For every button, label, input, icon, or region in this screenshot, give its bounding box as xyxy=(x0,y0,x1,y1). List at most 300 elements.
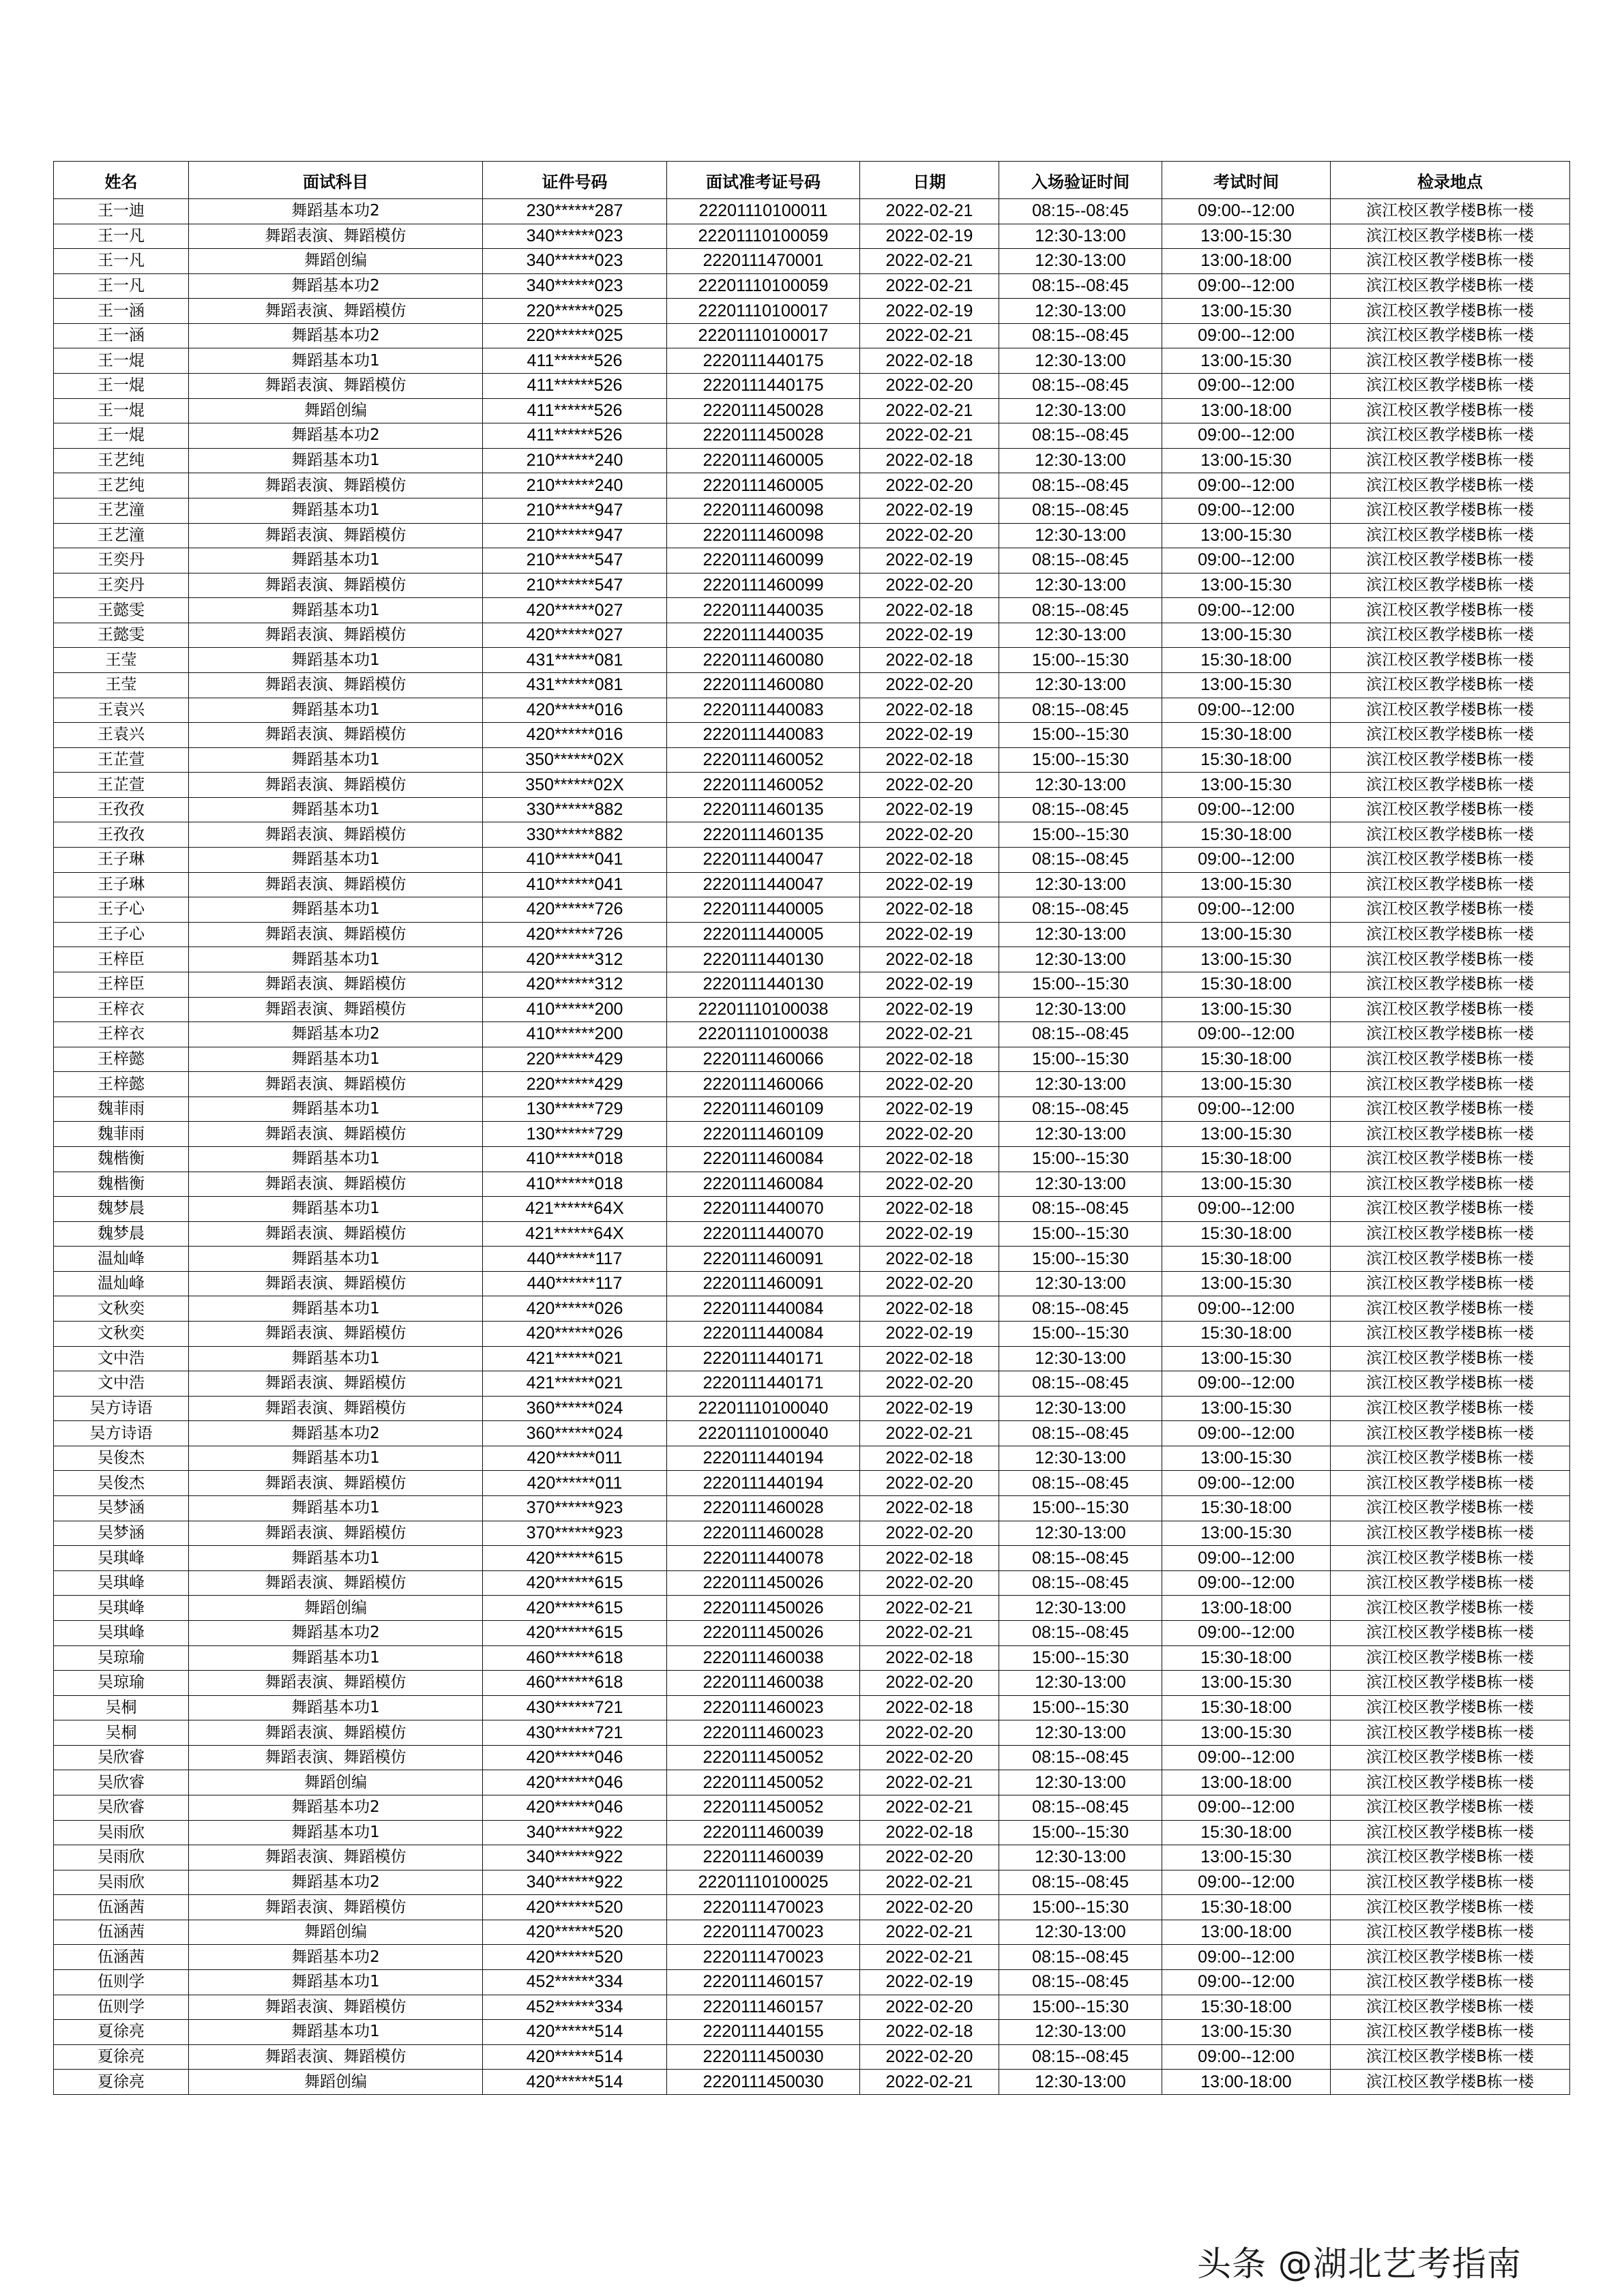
cell-location: 滨江校区教学楼B栋一楼 xyxy=(1331,1795,1570,1821)
cell-date: 2022-02-21 xyxy=(860,1945,999,1970)
cell-id-number: 210******947 xyxy=(483,498,667,523)
cell-date: 2022-02-18 xyxy=(860,348,999,374)
table-row xyxy=(54,423,1570,449)
cell-exam-time: 15:30-18:00 xyxy=(1162,1895,1331,1920)
cell-exam-time: 13:00-15:30 xyxy=(1162,623,1331,648)
cell-date: 2022-02-19 xyxy=(860,1396,999,1421)
table-row xyxy=(54,1221,1570,1247)
cell-subject: 舞蹈表演、舞蹈模仿 xyxy=(189,1521,483,1546)
cell-location: 滨江校区教学楼B栋一楼 xyxy=(1331,1845,1570,1870)
cell-subject: 舞蹈表演、舞蹈模仿 xyxy=(189,1072,483,1097)
cell-checkin-time: 12:30-13:00 xyxy=(999,1172,1162,1197)
cell-checkin-time: 08:15--08:45 xyxy=(999,473,1162,498)
cell-exam-time: 13:00-15:30 xyxy=(1162,1671,1331,1696)
cell-id-number: 220******429 xyxy=(483,1047,667,1072)
cell-date: 2022-02-19 xyxy=(860,299,999,324)
cell-subject: 舞蹈基本功1 xyxy=(189,498,483,523)
cell-location: 滨江校区教学楼B栋一楼 xyxy=(1331,822,1570,848)
cell-ticket-number: 22201110100059 xyxy=(667,224,860,249)
table-row xyxy=(54,1620,1570,1645)
cell-name: 王芷萱 xyxy=(54,773,189,798)
cell-ticket-number: 2220111450052 xyxy=(667,1795,860,1821)
cell-checkin-time: 12:30-13:00 xyxy=(999,523,1162,548)
cell-exam-time: 09:00--12:00 xyxy=(1162,1471,1331,1496)
cell-location: 滨江校区教学楼B栋一楼 xyxy=(1331,1371,1570,1397)
cell-date: 2022-02-20 xyxy=(860,374,999,399)
cell-id-number: 360******024 xyxy=(483,1396,667,1421)
cell-exam-time: 15:30-18:00 xyxy=(1162,1221,1331,1247)
cell-checkin-time: 08:15--08:45 xyxy=(999,548,1162,573)
cell-ticket-number: 2220111460080 xyxy=(667,672,860,698)
cell-location: 滨江校区教学楼B栋一楼 xyxy=(1331,2070,1570,2095)
cell-ticket-number: 2220111440005 xyxy=(667,897,860,923)
cell-subject: 舞蹈表演、舞蹈模仿 xyxy=(189,623,483,648)
cell-checkin-time: 12:30-13:00 xyxy=(999,348,1162,374)
cell-subject: 舞蹈基本功1 xyxy=(189,1496,483,1521)
cell-id-number: 420******615 xyxy=(483,1620,667,1645)
table-row xyxy=(54,797,1570,822)
cell-exam-time: 13:00-18:00 xyxy=(1162,2070,1331,2095)
cell-name: 王袁兴 xyxy=(54,698,189,723)
cell-ticket-number: 22201110100017 xyxy=(667,299,860,324)
cell-id-number: 410******041 xyxy=(483,848,667,873)
cell-name: 王一迪 xyxy=(54,199,189,224)
cell-subject: 舞蹈表演、舞蹈模仿 xyxy=(189,1745,483,1770)
table-row xyxy=(54,872,1570,897)
cell-name: 文秋奕 xyxy=(54,1296,189,1322)
cell-date: 2022-02-21 xyxy=(860,1795,999,1821)
header-subject: 面试科目 xyxy=(189,162,483,199)
cell-ticket-number: 22201110100011 xyxy=(667,199,860,224)
table-row xyxy=(54,1271,1570,1296)
cell-exam-time: 13:00-15:30 xyxy=(1162,947,1331,972)
cell-location: 滨江校区教学楼B栋一楼 xyxy=(1331,1570,1570,1596)
cell-id-number: 220******025 xyxy=(483,323,667,348)
table-row xyxy=(54,1820,1570,1845)
table-row xyxy=(54,1845,1570,1870)
cell-checkin-time: 08:15--08:45 xyxy=(999,797,1162,822)
cell-id-number: 220******429 xyxy=(483,1072,667,1097)
table-row xyxy=(54,1197,1570,1222)
cell-exam-time: 09:00--12:00 xyxy=(1162,1970,1331,1995)
table-row xyxy=(54,1870,1570,1895)
table-row xyxy=(54,1097,1570,1122)
cell-name: 吴琪峰 xyxy=(54,1620,189,1645)
cell-name: 伍则学 xyxy=(54,1995,189,2020)
cell-checkin-time: 12:30-13:00 xyxy=(999,773,1162,798)
cell-location: 滨江校区教学楼B栋一楼 xyxy=(1331,672,1570,698)
cell-exam-time: 09:00--12:00 xyxy=(1162,498,1331,523)
cell-subject: 舞蹈表演、舞蹈模仿 xyxy=(189,1371,483,1397)
header-row xyxy=(54,162,1570,199)
cell-ticket-number: 2220111440194 xyxy=(667,1446,860,1471)
cell-id-number: 420******520 xyxy=(483,1920,667,1945)
cell-ticket-number: 2220111440155 xyxy=(667,2020,860,2045)
cell-name: 王芷萱 xyxy=(54,747,189,773)
cell-subject: 舞蹈基本功1 xyxy=(189,848,483,873)
cell-location: 滨江校区教学楼B栋一楼 xyxy=(1331,1146,1570,1172)
cell-exam-time: 13:00-15:30 xyxy=(1162,872,1331,897)
cell-subject: 舞蹈基本功1 xyxy=(189,1695,483,1720)
cell-exam-time: 13:00-18:00 xyxy=(1162,1596,1331,1621)
cell-location: 滨江校区教学楼B栋一楼 xyxy=(1331,299,1570,324)
table-row xyxy=(54,1795,1570,1821)
cell-date: 2022-02-20 xyxy=(860,822,999,848)
cell-exam-time: 15:30-18:00 xyxy=(1162,822,1331,848)
cell-location: 滨江校区教学楼B栋一楼 xyxy=(1331,323,1570,348)
table-row xyxy=(54,249,1570,274)
cell-exam-time: 13:00-15:30 xyxy=(1162,224,1331,249)
cell-date: 2022-02-20 xyxy=(860,2044,999,2070)
table-row xyxy=(54,773,1570,798)
cell-date: 2022-02-18 xyxy=(860,448,999,473)
cell-ticket-number: 2220111450030 xyxy=(667,2044,860,2070)
cell-id-number: 440******117 xyxy=(483,1247,667,1272)
cell-ticket-number: 22201110100025 xyxy=(667,1870,860,1895)
cell-exam-time: 13:00-18:00 xyxy=(1162,249,1331,274)
cell-date: 2022-02-19 xyxy=(860,224,999,249)
cell-subject: 舞蹈基本功2 xyxy=(189,423,483,449)
cell-name: 王一凡 xyxy=(54,249,189,274)
cell-exam-time: 09:00--12:00 xyxy=(1162,1022,1331,1047)
table-row xyxy=(54,598,1570,623)
cell-subject: 舞蹈基本功2 xyxy=(189,1620,483,1645)
table-row xyxy=(54,648,1570,673)
cell-ticket-number: 2220111440078 xyxy=(667,1546,860,1571)
cell-checkin-time: 15:00--15:30 xyxy=(999,1695,1162,1720)
cell-name: 王梓衣 xyxy=(54,1022,189,1047)
cell-checkin-time: 08:15--08:45 xyxy=(999,1421,1162,1446)
cell-name: 王懿雯 xyxy=(54,598,189,623)
cell-subject: 舞蹈表演、舞蹈模仿 xyxy=(189,1172,483,1197)
cell-id-number: 420******011 xyxy=(483,1446,667,1471)
cell-name: 王莹 xyxy=(54,672,189,698)
cell-date: 2022-02-19 xyxy=(860,723,999,748)
cell-subject: 舞蹈基本功1 xyxy=(189,947,483,972)
cell-name: 吴桐 xyxy=(54,1695,189,1720)
cell-date: 2022-02-20 xyxy=(860,1671,999,1696)
table-row xyxy=(54,323,1570,348)
cell-checkin-time: 12:30-13:00 xyxy=(999,299,1162,324)
cell-subject: 舞蹈表演、舞蹈模仿 xyxy=(189,1271,483,1296)
cell-exam-time: 13:00-15:30 xyxy=(1162,299,1331,324)
cell-subject: 舞蹈表演、舞蹈模仿 xyxy=(189,573,483,598)
cell-date: 2022-02-18 xyxy=(860,1446,999,1471)
cell-location: 滨江校区教学楼B栋一楼 xyxy=(1331,1671,1570,1696)
table-row xyxy=(54,1995,1570,2020)
cell-name: 王懿雯 xyxy=(54,623,189,648)
cell-name: 魏梦晨 xyxy=(54,1197,189,1222)
cell-subject: 舞蹈基本功1 xyxy=(189,598,483,623)
cell-exam-time: 09:00--12:00 xyxy=(1162,1421,1331,1446)
cell-location: 滨江校区教学楼B栋一楼 xyxy=(1331,997,1570,1022)
cell-location: 滨江校区教学楼B栋一楼 xyxy=(1331,922,1570,947)
cell-subject: 舞蹈表演、舞蹈模仿 xyxy=(189,1570,483,1596)
cell-ticket-number: 2220111440047 xyxy=(667,872,860,897)
table-row xyxy=(54,1970,1570,1995)
cell-subject: 舞蹈基本功1 xyxy=(189,1296,483,1322)
cell-checkin-time: 08:15--08:45 xyxy=(999,1745,1162,1770)
cell-checkin-time: 15:00--15:30 xyxy=(999,1146,1162,1172)
cell-subject: 舞蹈表演、舞蹈模仿 xyxy=(189,1895,483,1920)
cell-name: 夏徐亮 xyxy=(54,2070,189,2095)
cell-ticket-number: 2220111460028 xyxy=(667,1521,860,1546)
cell-name: 王孜孜 xyxy=(54,797,189,822)
cell-date: 2022-02-21 xyxy=(860,1770,999,1795)
cell-exam-time: 13:00-15:30 xyxy=(1162,1521,1331,1546)
cell-checkin-time: 08:15--08:45 xyxy=(999,1022,1162,1047)
table-row xyxy=(54,1770,1570,1795)
cell-ticket-number: 2220111460005 xyxy=(667,473,860,498)
cell-id-number: 340******922 xyxy=(483,1820,667,1845)
cell-location: 滨江校区教学楼B栋一楼 xyxy=(1331,1895,1570,1920)
cell-location: 滨江校区教学楼B栋一楼 xyxy=(1331,573,1570,598)
cell-date: 2022-02-21 xyxy=(860,1421,999,1446)
cell-subject: 舞蹈基本功2 xyxy=(189,199,483,224)
cell-subject: 舞蹈基本功1 xyxy=(189,648,483,673)
cell-id-number: 411******526 xyxy=(483,398,667,423)
table-row xyxy=(54,1496,1570,1521)
cell-name: 王子心 xyxy=(54,897,189,923)
cell-location: 滨江校区教学楼B栋一楼 xyxy=(1331,1322,1570,1347)
cell-id-number: 410******018 xyxy=(483,1146,667,1172)
cell-id-number: 370******923 xyxy=(483,1496,667,1521)
cell-ticket-number: 2220111440035 xyxy=(667,623,860,648)
cell-location: 滨江校区教学楼B栋一楼 xyxy=(1331,548,1570,573)
cell-exam-time: 09:00--12:00 xyxy=(1162,897,1331,923)
cell-checkin-time: 12:30-13:00 xyxy=(999,1671,1162,1696)
cell-date: 2022-02-21 xyxy=(860,249,999,274)
cell-subject: 舞蹈基本功1 xyxy=(189,1146,483,1172)
cell-ticket-number: 2220111460052 xyxy=(667,773,860,798)
cell-name: 王艺纯 xyxy=(54,473,189,498)
table-row xyxy=(54,448,1570,473)
cell-date: 2022-02-21 xyxy=(860,1022,999,1047)
cell-checkin-time: 08:15--08:45 xyxy=(999,598,1162,623)
cell-checkin-time: 12:30-13:00 xyxy=(999,1122,1162,1147)
cell-date: 2022-02-19 xyxy=(860,997,999,1022)
table-row xyxy=(54,698,1570,723)
cell-exam-time: 09:00--12:00 xyxy=(1162,1620,1331,1645)
cell-location: 滨江校区教学楼B栋一楼 xyxy=(1331,848,1570,873)
cell-subject: 舞蹈创编 xyxy=(189,1920,483,1945)
cell-date: 2022-02-18 xyxy=(860,1047,999,1072)
cell-id-number: 420******514 xyxy=(483,2044,667,2070)
cell-location: 滨江校区教学楼B栋一楼 xyxy=(1331,1995,1570,2020)
cell-ticket-number: 22201110100038 xyxy=(667,1022,860,1047)
cell-checkin-time: 15:00--15:30 xyxy=(999,723,1162,748)
table-row xyxy=(54,822,1570,848)
cell-checkin-time: 12:30-13:00 xyxy=(999,2070,1162,2095)
cell-checkin-time: 12:30-13:00 xyxy=(999,1720,1162,1746)
cell-location: 滨江校区教学楼B栋一楼 xyxy=(1331,1496,1570,1521)
cell-location: 滨江校区教学楼B栋一楼 xyxy=(1331,523,1570,548)
cell-exam-time: 09:00--12:00 xyxy=(1162,1546,1331,1571)
table-row xyxy=(54,348,1570,374)
cell-checkin-time: 08:15--08:45 xyxy=(999,1795,1162,1821)
cell-location: 滨江校区教学楼B栋一楼 xyxy=(1331,1197,1570,1222)
cell-location: 滨江校区教学楼B栋一楼 xyxy=(1331,1122,1570,1147)
cell-location: 滨江校区教学楼B栋一楼 xyxy=(1331,2020,1570,2045)
table-row xyxy=(54,299,1570,324)
cell-location: 滨江校区教学楼B栋一楼 xyxy=(1331,1920,1570,1945)
cell-location: 滨江校区教学楼B栋一楼 xyxy=(1331,249,1570,274)
cell-date: 2022-02-19 xyxy=(860,1322,999,1347)
cell-exam-time: 15:30-18:00 xyxy=(1162,1047,1331,1072)
cell-id-number: 420******046 xyxy=(483,1770,667,1795)
cell-date: 2022-02-20 xyxy=(860,1271,999,1296)
cell-subject: 舞蹈基本功2 xyxy=(189,1421,483,1446)
cell-checkin-time: 12:30-13:00 xyxy=(999,1596,1162,1621)
cell-location: 滨江校区教学楼B栋一楼 xyxy=(1331,947,1570,972)
cell-location: 滨江校区教学楼B栋一楼 xyxy=(1331,1820,1570,1845)
cell-exam-time: 13:00-18:00 xyxy=(1162,398,1331,423)
cell-exam-time: 15:30-18:00 xyxy=(1162,1645,1331,1671)
cell-subject: 舞蹈基本功2 xyxy=(189,1022,483,1047)
cell-date: 2022-02-20 xyxy=(860,1745,999,1770)
cell-ticket-number: 22201110100038 xyxy=(667,997,860,1022)
cell-checkin-time: 15:00--15:30 xyxy=(999,972,1162,997)
cell-ticket-number: 2220111450028 xyxy=(667,423,860,449)
cell-exam-time: 09:00--12:00 xyxy=(1162,598,1331,623)
cell-date: 2022-02-21 xyxy=(860,423,999,449)
cell-ticket-number: 2220111460157 xyxy=(667,1970,860,1995)
cell-date: 2022-02-21 xyxy=(860,2070,999,2095)
cell-exam-time: 13:00-15:30 xyxy=(1162,1396,1331,1421)
cell-checkin-time: 12:30-13:00 xyxy=(999,573,1162,598)
cell-subject: 舞蹈表演、舞蹈模仿 xyxy=(189,972,483,997)
cell-checkin-time: 08:15--08:45 xyxy=(999,1471,1162,1496)
cell-date: 2022-02-18 xyxy=(860,1546,999,1571)
cell-id-number: 420******312 xyxy=(483,947,667,972)
cell-id-number: 410******041 xyxy=(483,872,667,897)
cell-id-number: 420******615 xyxy=(483,1570,667,1596)
cell-date: 2022-02-19 xyxy=(860,548,999,573)
cell-name: 王一焜 xyxy=(54,398,189,423)
cell-date: 2022-02-21 xyxy=(860,323,999,348)
cell-subject: 舞蹈表演、舞蹈模仿 xyxy=(189,1396,483,1421)
cell-id-number: 420******520 xyxy=(483,1895,667,1920)
cell-id-number: 210******547 xyxy=(483,548,667,573)
cell-exam-time: 13:00-15:30 xyxy=(1162,997,1331,1022)
header-name: 姓名 xyxy=(54,162,189,199)
table-row xyxy=(54,398,1570,423)
cell-checkin-time: 08:15--08:45 xyxy=(999,1097,1162,1122)
cell-checkin-time: 08:15--08:45 xyxy=(999,1570,1162,1596)
cell-name: 王孜孜 xyxy=(54,822,189,848)
cell-date: 2022-02-21 xyxy=(860,1596,999,1621)
cell-ticket-number: 2220111460157 xyxy=(667,1995,860,2020)
cell-exam-time: 09:00--12:00 xyxy=(1162,1945,1331,1970)
cell-subject: 舞蹈基本功1 xyxy=(189,1820,483,1845)
cell-id-number: 420******615 xyxy=(483,1546,667,1571)
cell-checkin-time: 12:30-13:00 xyxy=(999,1446,1162,1471)
cell-id-number: 340******023 xyxy=(483,273,667,299)
cell-name: 伍涵茜 xyxy=(54,1920,189,1945)
table-row xyxy=(54,1920,1570,1945)
cell-exam-time: 09:00--12:00 xyxy=(1162,473,1331,498)
cell-subject: 舞蹈基本功1 xyxy=(189,1446,483,1471)
cell-location: 滨江校区教学楼B栋一楼 xyxy=(1331,1221,1570,1247)
cell-checkin-time: 12:30-13:00 xyxy=(999,1072,1162,1097)
cell-checkin-time: 08:15--08:45 xyxy=(999,498,1162,523)
cell-date: 2022-02-18 xyxy=(860,848,999,873)
cell-name: 王一涵 xyxy=(54,299,189,324)
cell-location: 滨江校区教学楼B栋一楼 xyxy=(1331,1172,1570,1197)
cell-id-number: 421******021 xyxy=(483,1346,667,1371)
header-date: 日期 xyxy=(860,162,999,199)
cell-checkin-time: 12:30-13:00 xyxy=(999,398,1162,423)
cell-subject: 舞蹈基本功2 xyxy=(189,1795,483,1821)
cell-name: 伍涵茜 xyxy=(54,1895,189,1920)
cell-date: 2022-02-19 xyxy=(860,1097,999,1122)
cell-ticket-number: 2220111440130 xyxy=(667,947,860,972)
cell-checkin-time: 15:00--15:30 xyxy=(999,1221,1162,1247)
cell-location: 滨江校区教学楼B栋一楼 xyxy=(1331,1097,1570,1122)
cell-exam-time: 13:00-15:30 xyxy=(1162,2020,1331,2045)
cell-id-number: 420******026 xyxy=(483,1296,667,1322)
cell-exam-time: 15:30-18:00 xyxy=(1162,723,1331,748)
cell-exam-time: 09:00--12:00 xyxy=(1162,1097,1331,1122)
cell-ticket-number: 22201110100059 xyxy=(667,273,860,299)
cell-location: 滨江校区教学楼B栋一楼 xyxy=(1331,348,1570,374)
cell-ticket-number: 22201110100040 xyxy=(667,1421,860,1446)
cell-date: 2022-02-19 xyxy=(860,1221,999,1247)
cell-id-number: 420******520 xyxy=(483,1945,667,1970)
table-row xyxy=(54,1671,1570,1696)
cell-subject: 舞蹈创编 xyxy=(189,2070,483,2095)
cell-checkin-time: 12:30-13:00 xyxy=(999,2020,1162,2045)
cell-subject: 舞蹈创编 xyxy=(189,1596,483,1621)
cell-id-number: 420******027 xyxy=(483,623,667,648)
cell-date: 2022-02-18 xyxy=(860,1296,999,1322)
table-row xyxy=(54,1322,1570,1347)
exam-schedule-table xyxy=(53,161,1570,2095)
cell-location: 滨江校区教学楼B栋一楼 xyxy=(1331,1620,1570,1645)
cell-ticket-number: 2220111440084 xyxy=(667,1322,860,1347)
cell-name: 夏徐亮 xyxy=(54,2020,189,2045)
cell-location: 滨江校区教学楼B栋一楼 xyxy=(1331,273,1570,299)
cell-checkin-time: 15:00--15:30 xyxy=(999,1895,1162,1920)
cell-ticket-number: 2220111450052 xyxy=(667,1745,860,1770)
watermark-text: 头条 @湖北艺考指南 xyxy=(1197,2244,1522,2284)
cell-id-number: 360******024 xyxy=(483,1421,667,1446)
cell-date: 2022-02-19 xyxy=(860,972,999,997)
cell-exam-time: 13:00-15:30 xyxy=(1162,1072,1331,1097)
table-row xyxy=(54,1570,1570,1596)
cell-name: 王梓懿 xyxy=(54,1072,189,1097)
cell-location: 滨江校区教学楼B栋一楼 xyxy=(1331,1695,1570,1720)
cell-location: 滨江校区教学楼B栋一楼 xyxy=(1331,1421,1570,1446)
cell-ticket-number: 2220111440084 xyxy=(667,1296,860,1322)
cell-location: 滨江校区教学楼B栋一楼 xyxy=(1331,648,1570,673)
cell-exam-time: 13:00-15:30 xyxy=(1162,1446,1331,1471)
cell-name: 王奕丹 xyxy=(54,573,189,598)
cell-ticket-number: 2220111440005 xyxy=(667,922,860,947)
cell-date: 2022-02-19 xyxy=(860,623,999,648)
cell-location: 滨江校区教学楼B栋一楼 xyxy=(1331,1396,1570,1421)
cell-name: 王一涵 xyxy=(54,323,189,348)
cell-date: 2022-02-20 xyxy=(860,1122,999,1147)
table-row xyxy=(54,1421,1570,1446)
cell-checkin-time: 12:30-13:00 xyxy=(999,1521,1162,1546)
cell-name: 王子琳 xyxy=(54,872,189,897)
cell-name: 吴雨欣 xyxy=(54,1870,189,1895)
cell-location: 滨江校区教学楼B栋一楼 xyxy=(1331,1870,1570,1895)
cell-ticket-number: 2220111460135 xyxy=(667,822,860,848)
cell-checkin-time: 08:15--08:45 xyxy=(999,698,1162,723)
cell-ticket-number: 2220111460038 xyxy=(667,1671,860,1696)
